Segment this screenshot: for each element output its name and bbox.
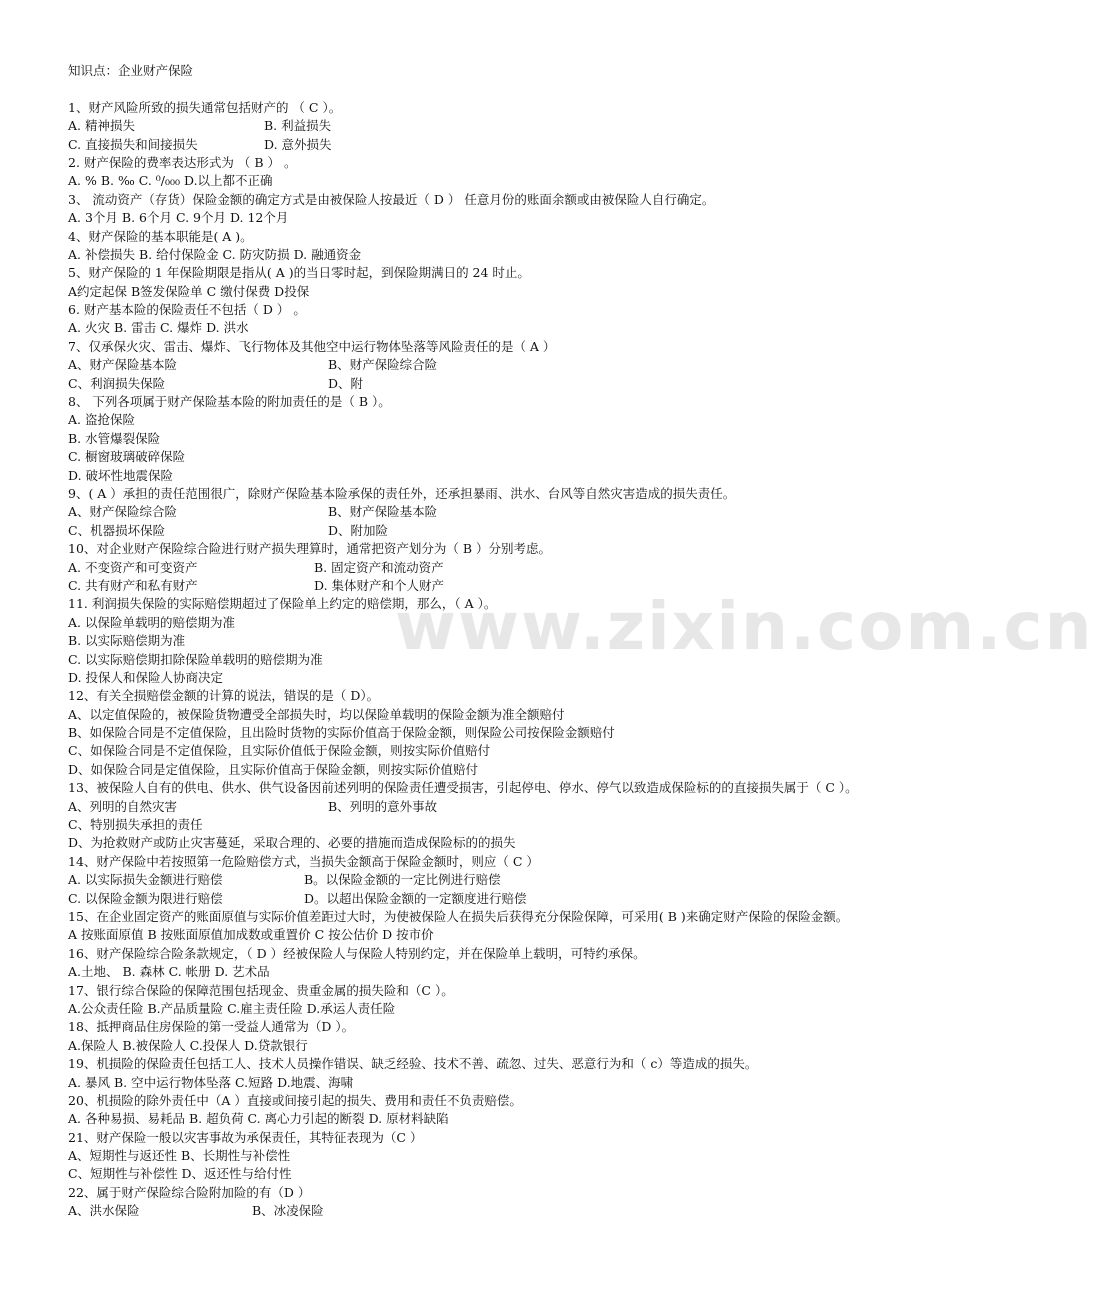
document-line: B、如保险合同是不定值保险，且出险时货物的实际价值高于保险金额，则保险公司按保险金额赔付: [68, 725, 615, 741]
document-line: 16、财产保险综合险条款规定，（ D ）经被保险人与保险人特别约定，并在保险单上载明，可特约承保。: [68, 945, 646, 961]
option-text: A. 精神损失: [68, 118, 135, 134]
option-text: B、冰凌保险: [252, 1203, 324, 1219]
option-text: C. 直接损失和间接损失: [68, 136, 198, 152]
document-line: [68, 1202, 858, 1220]
document-line: 8、 下列各项属于财产保险基本险的附加责任的是（ B ）。: [68, 394, 391, 410]
document-line: 2. 财产保险的费率表达形式为 （ B ） 。: [68, 154, 297, 170]
option-text: A、列明的自然灾害: [68, 798, 178, 814]
document-line: C. 以实际赔偿期扣除保险单载明的赔偿期为准: [68, 651, 323, 667]
document-line: 4、财产保险的基本职能是( A )。: [68, 228, 253, 244]
document-line: B. 水管爆裂保险: [68, 430, 161, 446]
document-line: [68, 522, 858, 540]
question-list: [68, 99, 858, 1221]
document-line: [68, 890, 858, 908]
option-text: D. 集体财产和个人财产: [314, 577, 445, 593]
document-line: [68, 577, 858, 595]
option-text: D。以超出保险金额的一定额度进行赔偿: [304, 890, 527, 906]
document-line: A.公众责任险 B.产品质量险 C.雇主责任险 D.承运人责任险: [68, 1000, 396, 1016]
document-line: A. 补偿损失 B. 给付保险金 C. 防灾防损 D. 融通资金: [68, 246, 362, 262]
document-line: 18、抵押商品住房保险的第一受益人通常为（D ）。: [68, 1019, 355, 1035]
document-line: 7、仅承保火灾、雷击、爆炸、飞行物体及其他空中运行物体坠落等风险责任的是（ A ）: [68, 338, 556, 354]
spacer: [68, 80, 858, 98]
document-line: A. 各种易损、易耗品 B. 超负荷 C. 离心力引起的断裂 D. 原材料缺陷: [68, 1111, 449, 1127]
document-line: [68, 559, 858, 577]
document-line: A、以定值保险的，被保险货物遭受全部损失时，均以保险单载明的保险金额为准全额赔付: [68, 706, 565, 722]
option-text: A、财产保险综合险: [68, 504, 178, 520]
document-line: C、短期性与补偿性 D、返还性与给付性: [68, 1166, 292, 1182]
document-line: 13、被保险人自有的供电、供水、供气设备因前述列明的保险责任遭受损害，引起停电、停水、停气以致造成保险标的的直接损失属于（ C ）。: [68, 780, 858, 796]
option-text: B、财产保险综合险: [328, 357, 438, 373]
document-line: 11. 利润损失保险的实际赔偿期超过了保险单上约定的赔偿期，那么，（ A ）。: [68, 596, 497, 612]
document-line: [68, 375, 858, 393]
document-line: 20、机损险的除外责任中（A ）直接或间接引起的损失、费用和责任不负责赔偿。: [68, 1092, 522, 1108]
option-text: C. 共有财产和私有财产: [68, 577, 198, 593]
option-text: A. 不变资产和可变资产: [68, 559, 198, 575]
option-text: B. 固定资产和流动资产: [314, 559, 444, 575]
option-text: D、附加险: [328, 522, 389, 538]
watermark: www.zixin.com.cn: [395, 588, 1093, 665]
document-line: A. 以保险单载明的赔偿期为准: [68, 614, 235, 630]
document-line: 15、在企业固定资产的账面原值与实际价值差距过大时，为使被保险人在损失后获得充分保险保障，可采用( B )来确定财产保险的保险金额。: [68, 908, 849, 924]
document-line: [68, 117, 858, 135]
document-line: A. 盗抢保险: [68, 412, 135, 428]
option-text: A. 以实际损失金额进行赔偿: [68, 872, 223, 888]
document-page: [68, 62, 858, 1221]
document-line: 3、 流动资产（存货）保险金额的确定方式是由被保险人按最近（ D ） 任意月份的账面余额或由被保险人自行确定。: [68, 191, 715, 207]
document-line: 14、财产保险中若按照第一危险赔偿方式，当损失金额高于保险金额时，则应（ C ）: [68, 853, 539, 869]
option-text: C. 以保险金额为限进行赔偿: [68, 890, 223, 906]
document-line: A. 3个月 B. 6个月 C. 9个月 D. 12个月: [68, 210, 289, 226]
document-line: [68, 798, 858, 816]
document-line: A、短期性与返还性 B、长期性与补偿性: [68, 1148, 291, 1164]
document-line: 22、属于财产保险综合险附加险的有（D ）: [68, 1184, 311, 1200]
document-line: A.保险人 B.被保险人 C.投保人 D.贷款银行: [68, 1037, 308, 1053]
document-line: [68, 136, 858, 154]
option-text: A、财产保险基本险: [68, 357, 178, 373]
document-line: [68, 503, 858, 521]
document-line: A 按账面原值 B 按账面原值加成数或重置价 C 按公估价 D 按市价: [68, 927, 434, 943]
document-line: 1、财产风险所致的损失通常包括财产的 （ C ）。: [68, 99, 342, 115]
document-line: C. 橱窗玻璃破碎保险: [68, 449, 186, 465]
document-line: 6. 财产基本险的保险责任不包括（ D ） 。: [68, 302, 306, 318]
page-heading: 知识点：企业财产保险: [68, 63, 194, 78]
document-line: D、如保险合同是定值保险，且实际价值高于保险金额，则按实际价值赔付: [68, 761, 479, 777]
document-line: C、如保险合同是不定值保险，且实际价值低于保险金额，则按实际价值赔付: [68, 743, 491, 759]
option-text: D、附: [328, 375, 364, 391]
document-line: B. 以实际赔偿期为准: [68, 633, 186, 649]
option-text: B. 利益损失: [264, 118, 332, 134]
document-line: A. 暴风 B. 空中运行物体坠落 C.短路 D.地震、海啸: [68, 1074, 354, 1090]
document-line: A约定起保 B签发保险单 C 缴付保费 D投保: [68, 283, 310, 299]
document-line: A. 火灾 B. 雷击 C. 爆炸 D. 洪水: [68, 320, 249, 336]
document-line: [68, 356, 858, 374]
document-line: 19、机损险的保险责任包括工人、技术人员操作错误、缺乏经验、技术不善、疏忽、过失、恶意行为和（ c）等造成的损失。: [68, 1056, 758, 1072]
document-line: C、特别损失承担的责任: [68, 817, 203, 833]
option-text: C、机器损坏保险: [68, 522, 166, 538]
document-line: [68, 871, 858, 889]
document-line: 5、财产保险的 1 年保险期限是指从( A )的当日零时起，到保险期满日的 24 时止。: [68, 265, 530, 281]
option-text: B、列明的意外事故: [328, 798, 438, 814]
option-text: C、利润损失保险: [68, 375, 166, 391]
option-text: B、财产保险基本险: [328, 504, 438, 520]
document-line: 10、对企业财产保险综合险进行财产损失理算时，通常把资产划分为（ B ）分别考虑。: [68, 541, 552, 557]
option-text: D. 意外损失: [264, 136, 332, 152]
option-text: B。以保险金额的一定比例进行赔偿: [304, 872, 501, 888]
document-line: 9、( A ）承担的责任范围很广，除财产保险基本险承保的责任外，还承担暴雨、洪水、台风等自然灾害造成的损失责任。: [68, 485, 736, 501]
document-line: D. 破坏性地震保险: [68, 467, 174, 483]
document-line: A. % B. ‰ C. ⁰/₀₀₀ D.以上都不正确: [68, 173, 273, 189]
document-line: 21、财产保险一般以灾害事故为承保责任，其特征表现为（C ）: [68, 1129, 423, 1145]
document-line: 12、有关全损赔偿金额的计算的说法，错误的是（ D）。: [68, 688, 380, 704]
document-line: 17、银行综合保险的保障范围包括现金、贵重金属的损失险和（C ）。: [68, 982, 454, 998]
document-line: A.土地、 B. 森林 C. 帐册 D. 艺术品: [68, 964, 270, 980]
document-line: D. 投保人和保险人协商决定: [68, 669, 224, 685]
document-line: D、为抢救财产或防止灾害蔓延，采取合理的、必要的措施而造成保险标的的损失: [68, 835, 516, 851]
option-text: A、洪水保险: [68, 1203, 140, 1219]
